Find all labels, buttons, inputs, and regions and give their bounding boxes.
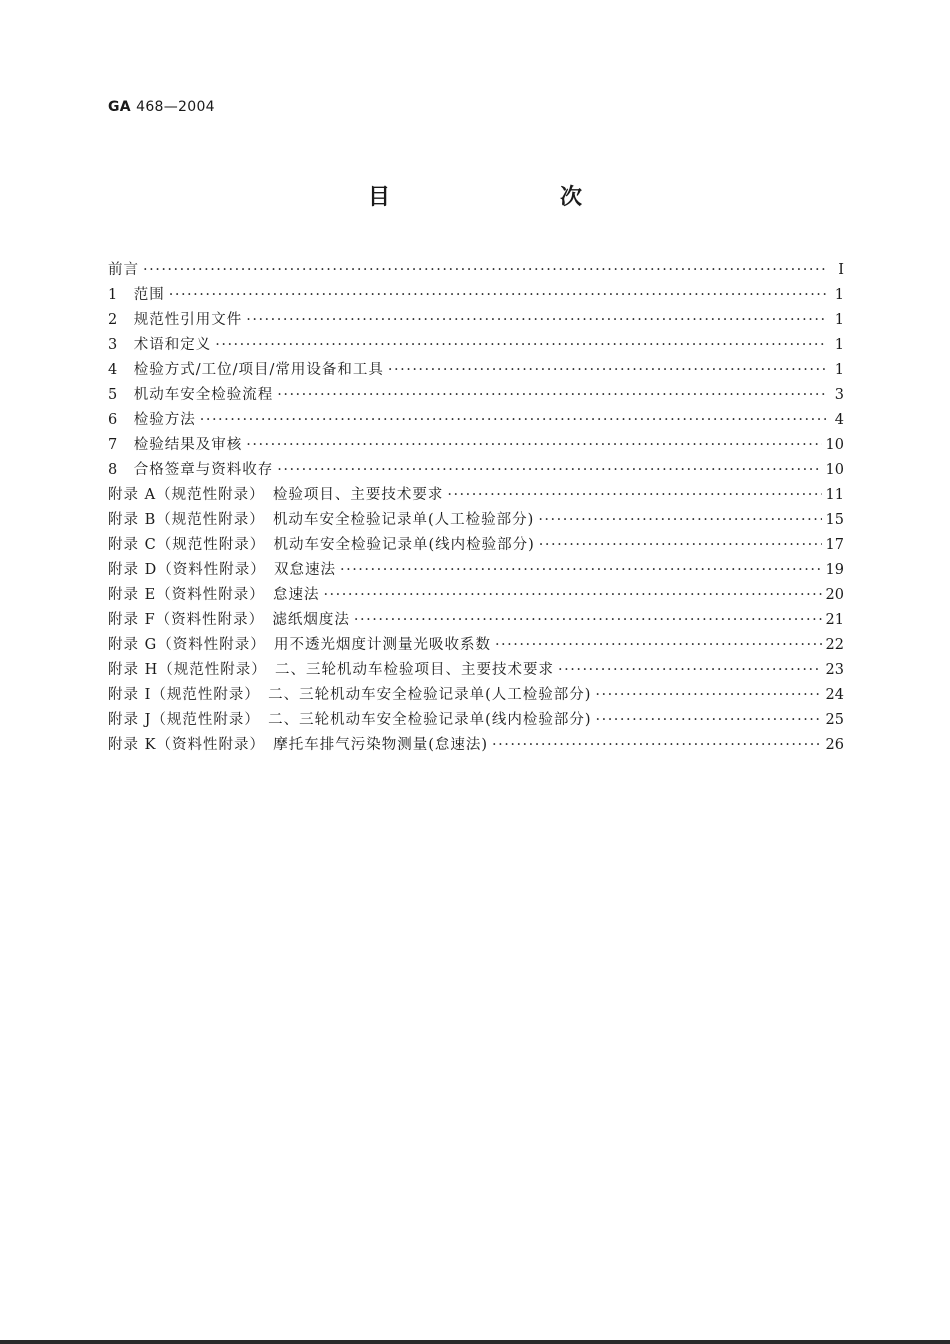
toc-entry-label: 3 术语和定义 (108, 337, 212, 353)
toc-entry-label: 附录 J（规范性附录） 二、三轮机动车安全检验记录单(线内检验部分) (108, 712, 592, 728)
toc-entry-page-number: 1 (834, 362, 844, 378)
toc-entry-page-number: 10 (825, 462, 844, 478)
toc-entry-page-number: 1 (834, 312, 844, 328)
toc-dot-leader (246, 437, 821, 453)
toc-dot-leader (447, 487, 821, 503)
toc-dot-leader (323, 587, 821, 603)
toc-dot-leader (200, 412, 826, 428)
toc-entry[interactable] (108, 583, 844, 608)
toc-entry-label: 4 检验方式/工位/项目/常用设备和工具 (108, 362, 384, 378)
toc-dot-leader (215, 337, 826, 353)
toc-dot-leader (595, 712, 821, 728)
toc-entry-page-number: 19 (825, 562, 844, 578)
toc-dot-leader (246, 312, 826, 328)
toc-entry-page-number: 11 (825, 487, 844, 503)
toc-entry-label: 前言 (108, 262, 139, 278)
toc-entry-page-number: 20 (825, 587, 844, 603)
document-code-number: 468—2004 (136, 99, 215, 115)
toc-entry-page-number: 1 (834, 287, 844, 303)
bottom-divider (0, 1340, 950, 1344)
toc-dot-leader (340, 562, 822, 578)
toc-dot-leader (277, 387, 826, 403)
toc-entry-page-number: 1 (834, 337, 844, 353)
toc-entry-page-number: 22 (825, 637, 844, 653)
toc-entry-label: 2 规范性引用文件 (108, 312, 243, 328)
toc-entry-label: 附录 H（规范性附录） 二、三轮机动车检验项目、主要技术要求 (108, 662, 555, 678)
toc-dot-leader (388, 362, 826, 378)
toc-entry[interactable] (108, 508, 844, 533)
toc-entry-page-number: 3 (834, 387, 844, 403)
toc-entry-page-number: 23 (825, 662, 844, 678)
toc-entry-label: 7 检验结果及审核 (108, 437, 243, 453)
toc-entry[interactable] (108, 558, 844, 583)
toc-dot-leader (492, 737, 822, 753)
toc-entry-label: 附录 B（规范性附录） 机动车安全检验记录单(人工检验部分) (108, 512, 535, 528)
toc-entry-label: 1 范围 (108, 287, 165, 303)
toc-entry[interactable] (108, 283, 844, 308)
toc-entry[interactable] (108, 608, 844, 633)
toc-entry[interactable] (108, 483, 844, 508)
toc-entry[interactable] (108, 708, 844, 733)
toc-entry-page-number: 10 (825, 437, 844, 453)
toc-entry-page-number: 4 (834, 412, 844, 428)
toc-dot-leader (595, 687, 821, 703)
toc-entry-label: 附录 F（资料性附录） 滤纸烟度法 (108, 612, 350, 628)
toc-entry[interactable] (108, 258, 844, 283)
toc-dot-leader (354, 612, 822, 628)
toc-entry-label: 附录 C（规范性附录） 机动车安全检验记录单(线内检验部分) (108, 537, 535, 553)
toc-entry-page-number: 25 (825, 712, 844, 728)
toc-entry-label: 8 合格签章与资料收存 (108, 462, 274, 478)
toc-title: 目 次 (367, 185, 624, 210)
toc-entry-label: 6 检验方法 (108, 412, 196, 428)
toc-entry-page-number: 15 (825, 512, 844, 528)
table-of-contents (108, 258, 844, 758)
toc-entry[interactable] (108, 308, 844, 333)
toc-entry[interactable] (108, 683, 844, 708)
toc-dot-leader (495, 637, 822, 653)
toc-entry-label: 附录 D（资料性附录） 双怠速法 (108, 562, 336, 578)
toc-entry-label: 5 机动车安全检验流程 (108, 387, 274, 403)
toc-entry-page-number: 17 (825, 537, 844, 553)
toc-entry[interactable] (108, 533, 844, 558)
toc-dot-leader (143, 262, 826, 278)
toc-entry[interactable] (108, 458, 844, 483)
toc-dot-leader (558, 662, 822, 678)
toc-dot-leader (169, 287, 826, 303)
toc-entry[interactable] (108, 433, 844, 458)
toc-entry[interactable] (108, 658, 844, 683)
toc-entry-page-number: I (838, 262, 844, 278)
toc-entry[interactable] (108, 333, 844, 358)
document-code-prefix: GA (108, 99, 131, 115)
document-code (108, 99, 215, 115)
toc-entry[interactable] (108, 733, 844, 758)
toc-dot-leader (538, 512, 821, 528)
toc-entry[interactable] (108, 633, 844, 658)
toc-entry-label: 附录 I（规范性附录） 二、三轮机动车安全检验记录单(人工检验部分) (108, 687, 592, 703)
toc-entry[interactable] (108, 383, 844, 408)
toc-entry-label: 附录 G（资料性附录） 用不透光烟度计测量光吸收系数 (108, 637, 491, 653)
toc-entry-page-number: 21 (825, 612, 844, 628)
toc-entry[interactable] (108, 358, 844, 383)
toc-entry-page-number: 26 (825, 737, 844, 753)
toc-entry-label: 附录 E（资料性附录） 怠速法 (108, 587, 320, 603)
toc-entry[interactable] (108, 408, 844, 433)
toc-dot-leader (277, 462, 821, 478)
toc-entry-page-number: 24 (825, 687, 844, 703)
toc-entry-label: 附录 K（资料性附录） 摩托车排气污染物测量(怠速法) (108, 737, 489, 753)
toc-entry-label: 附录 A（规范性附录） 检验项目、主要技术要求 (108, 487, 444, 503)
toc-dot-leader (539, 537, 822, 553)
